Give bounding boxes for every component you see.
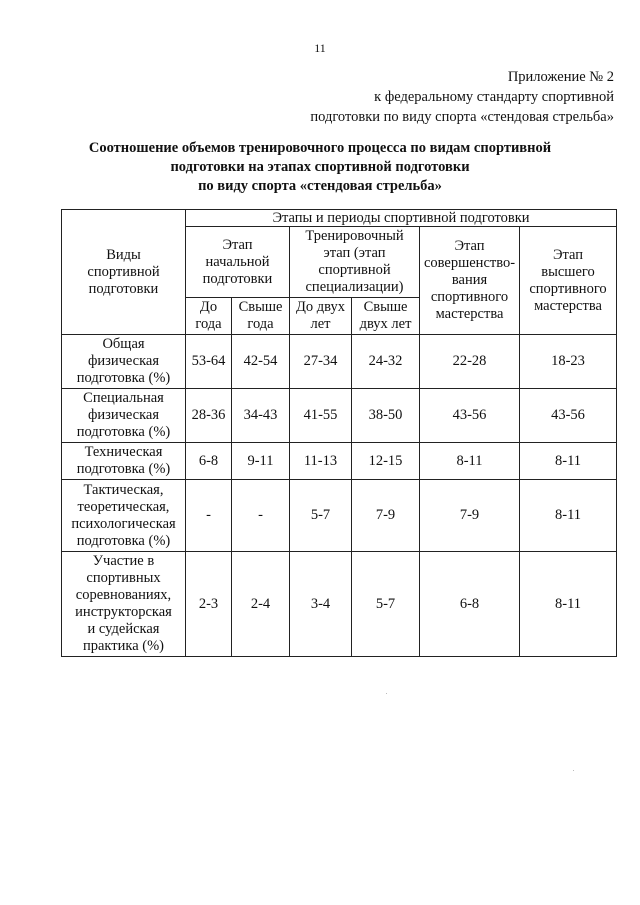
- table-row: [62, 480, 617, 552]
- row-label-cell: Общая физическая подготовка (%): [62, 335, 186, 389]
- value-cell: 7-9: [420, 480, 520, 552]
- group-header-cell: Этапы и периоды спортивной подготовки: [186, 210, 617, 227]
- value-cell: 24-32: [352, 335, 420, 389]
- stage-header-highest: Этап высшего спортивного мастерства: [520, 227, 617, 335]
- value-cell: -: [232, 480, 290, 552]
- value-cell: 5-7: [352, 552, 420, 657]
- title-line-1: Соотношение объемов тренировочного процесса по видам спортивной: [88, 140, 552, 156]
- value-cell: 8-11: [520, 552, 617, 657]
- table-row: [62, 389, 617, 443]
- value-cell: 43-56: [520, 389, 617, 443]
- value-cell: 43-56: [420, 389, 520, 443]
- value-cell: 27-34: [290, 335, 352, 389]
- stage-header-improvement: Этап совершенство- вания спортивного мастерства: [420, 227, 520, 335]
- value-cell: 3-4: [290, 552, 352, 657]
- appendix-line-3: подготовки по виду спорта «стендовая стрельба»: [310, 109, 614, 125]
- value-cell: 28-36: [186, 389, 232, 443]
- period-header-cell: Свыше года: [232, 298, 290, 335]
- period-header-cell: До года: [186, 298, 232, 335]
- value-cell: 41-55: [290, 389, 352, 443]
- value-cell: 34-43: [232, 389, 290, 443]
- value-cell: 22-28: [420, 335, 520, 389]
- table-row: [62, 443, 617, 480]
- row-label-cell: Участие в спортивных соревнованиях, инструкторская и судейская практика (%): [62, 552, 186, 657]
- value-cell: 2-4: [232, 552, 290, 657]
- period-header-cell: До двух лет: [290, 298, 352, 335]
- value-cell: 8-11: [520, 480, 617, 552]
- value-cell: 18-23: [520, 335, 617, 389]
- value-cell: 5-7: [290, 480, 352, 552]
- appendix-line-2: к федеральному стандарту спортивной: [374, 89, 614, 105]
- value-cell: 11-13: [290, 443, 352, 480]
- value-cell: -: [186, 480, 232, 552]
- page-number: 11: [314, 41, 326, 55]
- value-cell: 38-50: [352, 389, 420, 443]
- value-cell: 2-3: [186, 552, 232, 657]
- period-header-cell: Свыше двух лет: [352, 298, 420, 335]
- appendix-line-1: Приложение № 2: [507, 69, 614, 85]
- title-line-3: по виду спорта «стендовая стрельба»: [198, 178, 442, 194]
- training-ratio-table: [61, 209, 617, 657]
- row-label-cell: Тактическая, теоретическая, психологическая подготовка (%): [62, 480, 186, 552]
- table-row: [62, 552, 617, 657]
- value-cell: 42-54: [232, 335, 290, 389]
- value-cell: 6-8: [186, 443, 232, 480]
- value-cell: 12-15: [352, 443, 420, 480]
- value-cell: 8-11: [420, 443, 520, 480]
- scan-speck: [386, 693, 387, 694]
- row-header-cell: Виды спортивной подготовки: [62, 210, 186, 335]
- row-label-cell: Техническая подготовка (%): [62, 443, 186, 480]
- value-cell: 6-8: [420, 552, 520, 657]
- value-cell: 53-64: [186, 335, 232, 389]
- value-cell: 7-9: [352, 480, 420, 552]
- table-row: [62, 335, 617, 389]
- appendix-note: [310, 67, 614, 127]
- document-title: [0, 139, 640, 196]
- value-cell: 9-11: [232, 443, 290, 480]
- title-line-2: подготовки на этапах спортивной подготовки: [170, 159, 470, 175]
- row-label-cell: Специальная физическая подготовка (%): [62, 389, 186, 443]
- stage-header-training: Тренировочный этап (этап спортивной специализации): [290, 227, 420, 298]
- scan-speck: [573, 770, 574, 771]
- stage-header-initial: Этап начальной подготовки: [186, 227, 290, 298]
- value-cell: 8-11: [520, 443, 617, 480]
